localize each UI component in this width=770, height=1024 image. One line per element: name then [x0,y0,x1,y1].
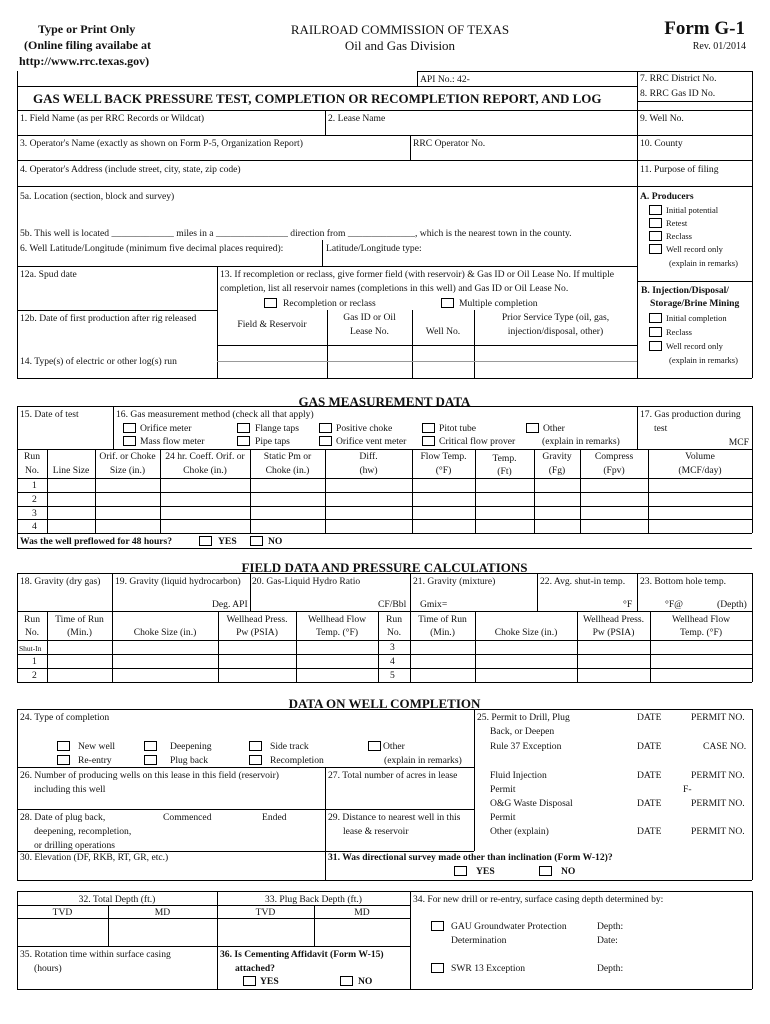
fluid-injection-date: DATE [637,770,662,781]
pitot-tube-checkbox[interactable] [422,423,435,433]
recompletion-label: Recompletion or reclass [283,298,376,309]
gau-checkbox[interactable] [431,921,444,931]
rule [637,406,638,449]
orifice-vent-meter-label: Orifice vent meter [336,436,407,447]
rule [17,709,18,880]
rule [17,682,752,683]
field-28-line3: or drilling operations [34,840,115,851]
prior-service-header-1: Prior Service Type (oil, gas, [501,312,610,323]
rule [537,573,538,611]
field-10-label: 10. County [640,138,683,149]
plug-back-label: Plug back [170,755,209,766]
rule [637,101,752,102]
directional-yes-label: YES [476,866,495,877]
mass-flow-meter-label: Mass flow meter [140,436,205,447]
cf-bbl-unit: CF/Bbl [378,599,407,610]
left-wellhead-temp-1: Wellhead Flow [307,614,367,625]
field-4-label: 4. Operator's Address (include street, city, state, zip code) [20,164,241,175]
preflowed-no-label: NO [268,536,283,547]
rrc-operator-label: RRC Operator No. [413,138,486,149]
left-run-header-1: Run [24,614,40,625]
total-depth-tvd: TVD [52,907,73,918]
rule [17,449,752,450]
left-time-header-1: Time of Run [55,614,104,625]
field-30-label: 30. Elevation (DF, RKB, RT, GR, etc.) [20,852,169,863]
deg-api-unit: Deg. API [212,599,248,610]
multiple-completion-label: Multiple completion [459,298,538,309]
col-flow-temp-2: (°F) [435,465,452,476]
waste-disposal-line2: Permit [490,812,516,823]
flange-taps-checkbox[interactable] [237,423,250,433]
rule [637,281,752,282]
gas-id-header-1: Gas ID or Oil [343,312,396,323]
right-wellhead-press-1: Wellhead Press. [582,614,645,625]
rule [17,767,474,768]
waste-disposal-permit: PERMIT NO. [691,798,745,809]
rule [17,533,752,534]
field-reservoir-header: Field & Reservoir [237,319,307,330]
field-36-line2: attached? [235,963,275,974]
positive-choke-label: Positive choke [336,423,393,434]
rule [17,160,752,161]
depth-unit: (Depth) [717,599,747,610]
table-row: 3 [32,508,37,519]
new-well-label: New well [78,741,116,752]
new-well-checkbox[interactable] [57,741,70,751]
rule [217,891,218,989]
initial-completion-checkbox[interactable] [649,313,662,323]
field-35-line2: (hours) [34,963,62,974]
mcf-unit: MCF [728,437,749,448]
rule [217,345,637,346]
affidavit-no-checkbox[interactable] [340,976,353,986]
field-19-label: 19. Gravity (liquid hydrocarbon) [115,576,241,587]
form-number: Form G-1 [664,18,745,39]
table-row: 5 [390,670,395,681]
col-temp-1: Temp. [492,453,517,464]
g-mix-label: Gmix= [420,599,448,610]
right-wellhead-temp-1: Wellhead Flow [671,614,731,625]
fluid-injection-permit: PERMIT NO. [691,770,745,781]
waste-disposal-line1: O&G Waste Disposal [490,798,573,809]
recompletion-type-checkbox[interactable] [249,755,262,765]
col-gravity-2: (Fg) [548,465,566,476]
gau-line1: GAU Groundwater Protection [451,921,567,932]
recompletion-type-label: Recompletion [270,755,324,766]
field-13-line2: completion, list all reservoir names (completions in this well) and Gas ID or Oil Lease No. [220,283,569,294]
bottom-hole-temp-unit: °F@ [665,599,684,610]
rule [410,891,411,989]
initial-potential-label: Initial potential [666,205,719,215]
rule [17,946,410,947]
rule [112,573,113,611]
multiple-completion-checkbox[interactable] [441,298,454,308]
affidavit-yes-checkbox[interactable] [243,976,256,986]
field-21-label: 21. Gravity (mixture) [413,576,496,587]
rule [17,378,752,379]
col-run-2: No. [24,465,40,476]
col-orifice-2: Size (in.) [109,465,146,476]
injection-heading-1: B. Injection/Disposal/ [641,285,729,296]
pitot-tube-label: Pitot tube [439,423,477,434]
rule [17,809,474,810]
shut-in-row-label: Shut-In [19,644,42,653]
rule [17,891,752,892]
plug-back-tvd: TVD [255,907,276,918]
right-wellhead-temp-2: Temp. (°F) [679,627,723,638]
rule [17,406,18,548]
other-explain-date: DATE [637,826,662,837]
field-data-title: FIELD DATA AND PRESSURE CALCULATIONS [241,560,528,575]
rule [17,611,752,612]
rule [17,548,752,549]
preflowed-no-checkbox[interactable] [250,536,263,546]
field-12b-label: 12b. Date of first production after rig released [20,313,197,324]
directional-no-checkbox[interactable] [539,866,552,876]
online-filing-label: (Online filing availabe at [24,38,152,52]
field-25-line1: 25. Permit to Drill, Plug [477,712,570,723]
field-29-line2: lease & reservoir [343,826,409,837]
pipe-taps-label: Pipe taps [255,436,290,447]
inj-well-record-label: Well record only [666,341,723,351]
form-title: GAS WELL BACK PRESSURE TEST, COMPLETION OR RECOMPLETION REPORT, AND LOG [33,91,602,106]
swr13-label: SWR 13 Exception [451,963,526,974]
field-32-label: 32. Total Depth (ft.) [78,894,156,905]
prior-service-header-2: injection/disposal, other) [507,326,604,337]
field-28-line1: 28. Date of plug back, [20,812,106,823]
field-14-label: 14. Type(s) of electric or other log(s) run [20,356,177,367]
pipe-taps-checkbox[interactable] [237,436,250,446]
other-explain-label: (explain in remarks) [542,436,620,447]
col-temp-2: (Ft) [497,466,512,477]
rule [752,406,753,533]
mass-flow-meter-checkbox[interactable] [123,436,136,446]
recompletion-checkbox[interactable] [264,298,277,308]
explain-remarks-label: (explain in remarks) [669,258,738,268]
division-name: Oil and Gas Division [344,38,456,53]
table-row: 2 [32,494,37,505]
field-3-label: 3. Operator's Name (exactly as shown on Form P-5, Organization Report) [20,138,303,149]
inj-reclass-label: Reclass [666,327,692,337]
rule [475,611,476,682]
field-6-label: 6. Well Latitude/Longitude (minimum five decimal places required): [20,243,284,254]
rule [17,640,752,641]
field-5b-label: 5b. This well is located _____________ miles in a _______________ direction from ______________, which is the nearest town in the county. [20,228,572,239]
positive-choke-checkbox[interactable] [319,423,332,433]
field-15-label: 15. Date of test [20,409,79,420]
rule [17,519,752,520]
other-method-checkbox[interactable] [526,423,539,433]
col-diff-2: (hw) [359,465,378,476]
rule [17,478,752,479]
field-20-label: 20. Gas-Liquid Hydro Ratio [252,576,361,587]
permit-no-header: PERMIT NO. [691,712,745,723]
other-type-label: Other [383,741,405,752]
gas-measurement-title: GAS MEASUREMENT DATA [298,394,471,409]
well-record-only-checkbox[interactable] [649,244,662,254]
revision-date: Rev. 01/2014 [692,41,746,52]
col-compress-1: Compress [594,451,634,462]
gau-depth-label: Depth: [597,921,624,932]
field-5a-label: 5a. Location (section, block and survey) [20,191,175,202]
rule [17,905,410,906]
rule [752,891,753,989]
right-time-header-1: Time of Run [418,614,467,625]
col-flow-temp-1: Flow Temp. [420,451,467,462]
rule [17,135,752,136]
field-31-label: 31. Was directional survey made other than inclination (Form W-12)? [328,852,613,863]
producers-heading: A. Producers [640,191,694,202]
preflowed-yes-label: YES [218,536,237,547]
field-17-line2: test [654,423,668,434]
field-12a-label: 12a. Spud date [20,269,77,280]
rule [17,891,18,989]
filing-url[interactable]: http://www.rrc.texas.gov) [19,54,150,68]
rule [752,573,753,682]
other-type-checkbox[interactable] [368,741,381,751]
table-row: 4 [32,521,37,532]
field-22-label: 22. Avg. shut-in temp. [540,576,626,587]
fluid-injection-line2: Permit [490,784,516,795]
ended-label: Ended [262,812,287,823]
api-number-label: API No.: 42- [420,74,470,85]
col-coeff-1: 24 hr. Coeff. Orif. or [165,451,245,462]
field-13-line1: 13. If recompletion or reclass, give former field (with reservoir) & Gas ID or Oil Lease No. If multiple [220,269,615,280]
col-volume-2: (MCF/day) [678,465,722,476]
rule [17,186,752,187]
deepening-label: Deepening [170,741,212,752]
directional-no-label: NO [561,866,576,877]
reclass-checkbox[interactable] [649,231,662,241]
side-track-checkbox[interactable] [249,741,262,751]
orifice-meter-checkbox[interactable] [123,423,136,433]
table-row: 4 [390,656,395,667]
left-wellhead-press-1: Wellhead Press. [226,614,288,625]
left-choke-header: Choke Size (in.) [133,627,197,638]
col-static-1: Static Pm or [263,451,312,462]
orifice-meter-label: Orifice meter [140,423,192,434]
reclass-label: Reclass [666,231,692,241]
gau-date-label: Date: [597,935,618,946]
initial-potential-checkbox[interactable] [649,205,662,215]
shutin-temp-unit: °F [623,599,633,610]
rule [17,573,752,574]
agency-name: RAILROAD COMMISSION OF TEXAS [290,22,510,37]
other-method-label: Other [543,423,565,434]
col-gravity-1: Gravity [542,451,572,462]
col-coeff-2: Choke (in.) [183,465,227,476]
rule [412,310,413,378]
critical-flow-prover-label: Critical flow prover [439,436,516,447]
rule [474,709,475,851]
other-explain-permit-label: Other (explain) [490,826,549,837]
rule [637,573,638,611]
rule [17,86,637,87]
field-36-line1: 36. Is Cementing Affidavit (Form W-15) [220,949,384,960]
rule-37-date: DATE [637,741,662,752]
right-run-header-2: No. [386,627,402,638]
latlon-type-label: Latitude/Longitude type: [326,243,422,254]
left-time-header-2: (Min.) [67,627,92,638]
col-compress-2: (Fpv) [603,465,625,476]
col-orifice-1: Orif. or Choke [99,451,156,462]
side-track-label: Side track [270,741,309,752]
f-prefix: F- [683,784,692,795]
rule [752,71,753,378]
col-static-2: Choke (in.) [265,465,310,476]
left-wellhead-press-2: Pw (PSIA) [236,627,278,638]
retest-checkbox[interactable] [649,218,662,228]
field-26-line2: including this well [34,784,106,795]
left-run-header-2: No. [24,627,40,638]
commenced-label: Commenced [163,812,212,823]
gau-line2: Determination [451,935,507,946]
rule [17,880,752,881]
rule-37-label: Rule 37 Exception [490,741,562,752]
rule [47,449,48,533]
rule [752,709,753,880]
rule [17,110,752,111]
preflowed-yes-checkbox[interactable] [199,536,212,546]
field-17-line1: 17. Gas production during [640,409,741,420]
field-1-label: 1. Field Name (as per RRC Records or Wildcat) [20,113,205,124]
rule [17,310,217,311]
plug-back-md: MD [354,907,370,918]
critical-flow-prover-checkbox[interactable] [422,436,435,446]
left-wellhead-temp-2: Temp. (°F) [315,627,359,638]
preflowed-question: Was the well preflowed for 48 hours? [20,536,173,547]
orifice-vent-meter-checkbox[interactable] [319,436,332,446]
rule [410,135,411,160]
field-34-label: 34. For new drill or re-entry, surface casing depth determined by: [413,894,664,905]
rule [17,668,752,669]
well-no-header: Well No. [425,326,461,337]
right-choke-header: Choke Size (in.) [494,627,558,638]
re-entry-label: Re-entry [78,755,112,766]
retest-label: Retest [666,218,688,228]
field-16-label: 16. Gas measurement method (check all that apply) [116,409,314,420]
field-35-line1: 35. Rotation time within surface casing [20,949,171,960]
field-27-label: 27. Total number of acres in lease [328,770,458,781]
rule [17,989,752,990]
rule [17,492,752,493]
table-row: 3 [390,642,395,653]
fluid-injection-line1: Fluid Injection [490,770,547,781]
field-33-label: 33. Plug Back Depth (ft.) [265,894,362,905]
field-29-line1: 29. Distance to nearest well in this [328,812,461,823]
col-run-1: Run [24,451,40,462]
field-8-label: 8. RRC Gas ID No. [640,88,716,99]
injection-heading-2: Storage/Brine Mining [650,298,740,309]
swr13-depth-label: Depth: [597,963,624,974]
rule [250,573,251,611]
rule [217,361,637,362]
field-18-label: 18. Gravity (dry gas) [20,576,101,587]
field-7-label: 7. RRC District No. [640,73,717,84]
affidavit-yes-label: YES [260,976,279,987]
right-run-header-1: Run [386,614,402,625]
rule [322,240,323,266]
well-record-only-label: Well record only [666,244,723,254]
table-row: 2 [32,670,37,681]
rule [17,406,752,407]
field-2-label: 2. Lease Name [328,113,386,124]
rule [417,71,418,86]
initial-completion-label: Initial completion [666,313,727,323]
total-depth-md: MD [154,907,171,918]
rule [17,506,752,507]
swr13-checkbox[interactable] [431,963,444,973]
re-entry-checkbox[interactable] [57,755,70,765]
gas-id-header-2: Lease No. [350,326,389,337]
rule [17,918,410,919]
well-completion-title: DATA ON WELL COMPLETION [288,696,481,711]
date-header: DATE [637,712,662,723]
rule [17,654,752,655]
affidavit-no-label: NO [358,976,373,987]
right-wellhead-press-2: Pw (PSIA) [592,627,635,638]
deepening-checkbox[interactable] [144,741,157,751]
rule [417,71,752,72]
rule [17,71,18,378]
field-9-label: 9. Well No. [640,113,684,124]
field-24-label: 24. Type of completion [20,712,110,723]
table-row: 1 [32,480,37,491]
case-no-header: CASE NO. [703,741,747,752]
waste-disposal-date: DATE [637,798,662,809]
field-28-line2: deepening, recompletion, [34,826,132,837]
field-23-label: 23. Bottom hole temp. [640,576,727,587]
rule [637,71,638,378]
field-26-line1: 26. Number of producing wells on this lease in this field (reservoir) [20,770,279,781]
right-time-header-2: (Min.) [430,627,455,638]
rule [410,573,411,611]
inj-well-record-checkbox[interactable] [649,341,662,351]
inj-explain-label: (explain in remarks) [669,355,738,365]
rule [17,266,637,267]
col-volume-1: Volume [685,451,715,462]
other-explain-permit: PERMIT NO. [691,826,745,837]
directional-yes-checkbox[interactable] [454,866,467,876]
field-11-label: 11. Purpose of filing [640,164,719,175]
inj-reclass-checkbox[interactable] [649,327,662,337]
plug-back-checkbox[interactable] [144,755,157,765]
flange-taps-label: Flange taps [255,423,299,434]
col-diff-1: Diff. [359,451,378,462]
rule [112,611,113,682]
table-row: 1 [32,656,37,667]
rule [113,406,114,449]
rule [17,709,752,710]
col-line-size: Line Size [52,465,90,476]
rule [325,110,326,135]
rule [325,767,326,880]
other-type-explain: (explain in remarks) [384,755,462,766]
type-print-label: Type or Print Only [38,22,136,36]
field-25-line2: Back, or Deepen [490,726,555,737]
